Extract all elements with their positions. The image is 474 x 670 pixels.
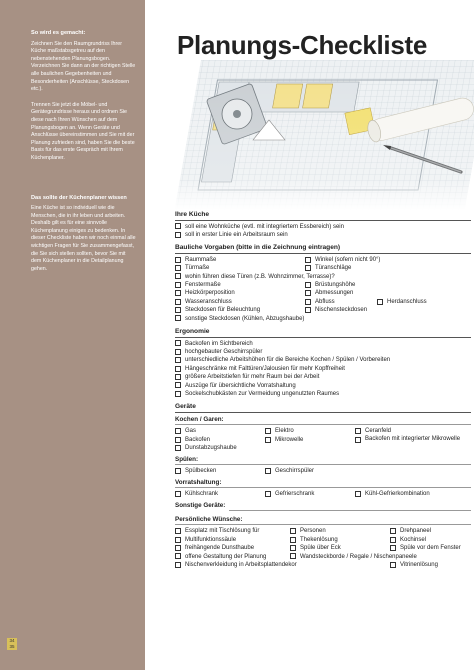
check-label: offene Gestaltung der Planung [185,553,267,560]
checkbox[interactable] [390,562,396,568]
checkbox[interactable] [305,299,311,305]
checkbox[interactable] [175,349,181,355]
check-item[interactable] [175,281,305,289]
check-item[interactable] [265,427,355,435]
checkbox[interactable] [265,428,271,434]
checkbox[interactable] [175,265,181,271]
checkbox[interactable] [175,374,181,380]
check-label: Mikrowelle [275,436,304,443]
section-geraete [175,403,471,510]
section-bauliche-vorgaben [175,244,471,323]
check-item[interactable] [175,231,471,239]
check-item[interactable] [175,544,290,552]
sonstige-geraete-label: Sonstige Geräte: [175,502,226,510]
kitchen-plan-illustration [161,60,474,210]
checkbox[interactable] [390,545,396,551]
check-item[interactable] [175,315,471,323]
check-item[interactable] [305,306,455,314]
check-item[interactable] [390,544,461,552]
check-label: wohin führen diese Türen (z.B. Wohnzimmer, Terrasse)? [185,273,335,280]
check-label: Wasseranschluss [185,298,232,305]
checkbox[interactable] [175,257,181,263]
checkbox[interactable] [175,537,181,543]
checkbox[interactable] [175,545,181,551]
check-label: Backofen mit integrierter Mikrowelle [365,435,461,442]
sidebar-heading-instructions: So wird es gemacht: [31,30,86,36]
check-row [175,264,471,272]
section-wuensche [175,516,471,570]
checkbox[interactable] [355,437,361,443]
check-label: Türmaße [185,265,210,272]
check-label: Backofen [185,436,211,443]
checkbox[interactable] [377,299,383,305]
section-heading: Bauliche Vorgaben (bitte in die Zeichnung eintragen) [175,244,471,254]
main-content [145,0,474,670]
check-item[interactable] [390,527,431,535]
check-item[interactable] [175,467,265,475]
checkbox[interactable] [265,468,271,474]
check-item[interactable] [175,436,265,444]
check-item[interactable] [175,382,471,390]
check-label: Spülbecken [185,468,217,475]
check-item[interactable] [390,561,438,569]
subsection-heading: Spülen: [175,456,471,466]
check-row [175,490,471,498]
check-item[interactable] [355,436,471,444]
checkbox[interactable] [305,307,311,313]
check-label: Herdanschluss [387,298,427,305]
check-row [175,544,471,552]
section-heading: Ergonomie [175,328,471,338]
check-row [175,289,471,297]
section-ergonomie [175,328,471,398]
check-item[interactable] [305,264,455,272]
check-label: Essplatz mit Tischlösung für [185,528,260,535]
subsection-heading: Vorratshaltung: [175,479,471,489]
check-row [175,527,471,535]
checkbox[interactable] [175,437,181,443]
checkbox[interactable] [290,528,296,534]
section-heading: Ihre Küche [175,211,471,221]
check-label: sonstige Steckdosen (Kühlen, Abzugshaube) [185,315,305,322]
checkbox[interactable] [175,553,181,559]
check-label: Spüle vor dem Fenster [400,545,461,552]
check-item[interactable] [175,427,265,435]
sidebar-text [31,30,137,281]
check-item[interactable] [175,365,471,373]
check-item[interactable] [175,390,471,398]
checkbox[interactable] [355,428,361,434]
page-number-left: 34 [9,638,15,643]
check-label: größere Arbeitstiefen für mehr Raum bei der Arbeit [185,374,320,381]
check-item[interactable] [175,348,471,356]
checkbox[interactable] [390,537,396,543]
checkbox[interactable] [175,528,181,534]
check-label: Sockelschubkästen zur Vermeidung ungenutzten Raumes [185,391,340,397]
subsection-heading: Kochen / Garen: [175,416,471,426]
check-label: Abfluss [315,298,335,305]
check-label: Personen [300,528,326,535]
check-item[interactable] [290,544,390,552]
check-item[interactable] [175,373,471,381]
check-label: Steckdosen für Beleuchtung [185,307,261,314]
check-item[interactable] [175,298,305,306]
check-label: Abmessungen [315,290,354,297]
check-row [175,561,471,569]
checkbox[interactable] [175,391,181,397]
check-label: Spüle über Eck [300,545,341,552]
checklist [175,206,471,569]
check-label: soll in erster Linie ein Arbeitsraum sein [185,231,288,238]
check-label: Kühl-Gefrierkombination [365,491,430,498]
checkbox[interactable] [355,491,361,497]
checkbox[interactable] [305,290,311,296]
check-label: Elektro [275,428,294,435]
section-heading: Geräte [175,403,471,413]
check-item[interactable] [305,289,455,297]
check-row [175,536,471,544]
check-row [175,298,471,306]
check-item[interactable] [290,527,360,535]
check-item[interactable] [175,340,471,348]
checkbox[interactable] [175,232,181,238]
check-label: soll eine Wohnküche (evtl. mit integriertem Essbereich) sein [185,223,344,230]
checkbox[interactable] [390,528,396,534]
check-item[interactable] [390,536,426,544]
checkbox[interactable] [305,265,311,271]
check-item[interactable] [175,223,471,231]
check-row [175,436,471,444]
subsection-heading: Persönliche Wünsche: [175,516,471,526]
check-label: Gas [185,428,197,435]
checkbox[interactable] [290,537,296,543]
check-label: freihängende Dunsthaube [185,545,255,552]
check-label: Türanschläge [315,265,352,272]
section-kueche [175,211,471,239]
check-item[interactable] [290,553,470,561]
check-item[interactable] [175,490,265,498]
check-row [175,467,471,475]
checkbox[interactable] [175,282,181,288]
checkbox[interactable] [175,290,181,296]
checkbox[interactable] [175,299,181,305]
check-item[interactable] [175,306,305,314]
check-label: Nischenverkleidung in Arbeitsplattendekor [185,561,297,568]
checkbox[interactable] [175,491,181,497]
check-label: Nischensteckdosen [315,307,368,314]
check-row [175,306,471,314]
check-item[interactable] [290,536,390,544]
check-label: Hängeschränke mit Falttüren/Jalousien für mehr Kopffreiheit [185,365,345,372]
checkbox[interactable] [265,491,271,497]
check-label: Wandsteckborde / Regale / Nischenpaneele [300,553,417,560]
checkbox[interactable] [175,382,181,388]
check-item[interactable] [175,444,471,452]
check-item[interactable] [175,264,305,272]
checkbox[interactable] [305,282,311,288]
check-label: Auszüge für übersichtliche Vorratshaltung [185,382,296,389]
check-row [175,427,471,435]
checkbox[interactable] [175,468,181,474]
check-item[interactable] [355,427,471,435]
checkbox[interactable] [175,366,181,372]
check-label: Brüstungshöhe [315,282,356,289]
sidebar-paragraph: Eine Küche ist so individuell wie die Menschen, die in ihr leben und arbeiten. Deshalb gilt es für eine sinnvolle Küchenplanung einiges zu bedenken. In dieser Checkliste haben wir noch einmal alle wichtigen Fragen für Sie zusammengefasst, die Sie sich stellen sollten, bevor Sie mit dem Küchenplaner in die Detailplanung gehen. [31,205,136,272]
check-item[interactable] [175,289,305,297]
sidebar-heading-planner: Das sollte der Küchenplaner wissen [31,194,127,201]
check-item[interactable] [305,256,455,264]
check-item[interactable] [305,281,455,289]
checkbox[interactable] [175,445,181,451]
check-label: Kochinsel [400,536,427,543]
checkbox[interactable] [175,340,181,346]
check-label: Multifunktionssäule [185,536,237,543]
check-label: Vitrinenlösung [400,561,438,568]
check-label: Dunstabzugshaube [185,445,237,452]
check-item[interactable] [265,467,314,475]
page-title: Planungs-Checkliste [177,30,428,60]
check-item[interactable] [175,256,305,264]
check-label: Raummaße [185,256,217,263]
check-label: Backofen im Sichtbereich [185,340,253,347]
checkbox[interactable] [175,357,181,363]
check-label: Ceranfeld [365,428,392,435]
check-label: Heizkörperposition [185,290,235,297]
checkbox[interactable] [175,428,181,434]
page-number-right: 35 [9,644,15,649]
check-item[interactable] [175,273,471,281]
check-row [175,553,471,561]
checkbox[interactable] [265,437,271,443]
check-item[interactable] [265,436,355,444]
sonstige-geraete-field[interactable] [175,502,471,510]
checkbox[interactable] [290,545,296,551]
check-item[interactable] [175,527,290,535]
write-in-line[interactable] [229,504,471,511]
check-label: Geschirrspüler [275,468,315,475]
check-label: Drehpaneel [400,528,432,535]
checkbox[interactable] [305,257,311,263]
check-item[interactable] [175,561,390,569]
check-item[interactable] [355,490,430,498]
check-label: Gefrierschrank [275,491,315,498]
check-label: Kühlschrank [185,491,219,498]
page-number [7,638,17,650]
check-label: Thekenlösung [300,536,338,543]
check-label: hochgebauter Geschirrspüler [185,348,263,355]
check-item[interactable] [377,298,427,306]
check-row [175,281,471,289]
check-item[interactable] [175,356,471,364]
check-label: Fenstermaße [185,282,221,289]
checkbox[interactable] [175,307,181,313]
check-label: Winkel (sofern nicht 90°) [315,256,381,263]
check-item[interactable] [305,298,377,306]
check-item[interactable] [175,536,290,544]
checkbox[interactable] [175,315,181,321]
check-row [175,256,471,264]
check-item[interactable] [265,490,355,498]
checkbox[interactable] [175,273,181,279]
sidebar [0,0,145,670]
check-label: unterschiedliche Arbeitshöhen für die Bereiche Kochen / Spülen / Vorbereiten [185,357,391,364]
sidebar-paragraph: Zeichnen Sie den Raumgrundriss Ihrer Küche maßstabsgetreu auf den nebenstehenden Planungsbogen. Verzeichnen Sie dann an der richtigen Stelle alle baulichen Gegebenheiten und Besonderheiten (Anschlüsse, Steckdosen etc.). [31,40,136,93]
checkbox[interactable] [290,553,296,559]
checkbox[interactable] [175,223,181,229]
checkbox[interactable] [175,562,181,568]
sidebar-paragraph: Trennen Sie jetzt die Möbel- und Gerätegrundrisse heraus und ordnen Sie diese nach Ihren Wünschen auf dem Planungsbogen an. Wenn Geräte und Anschlüsse übereinstimmen und Sie mit der Planung zufrieden sind, haben Sie die beste Basis für das erste Gespräch mit Ihrem Küchenplaner. [31,101,135,161]
check-item[interactable] [175,553,290,561]
